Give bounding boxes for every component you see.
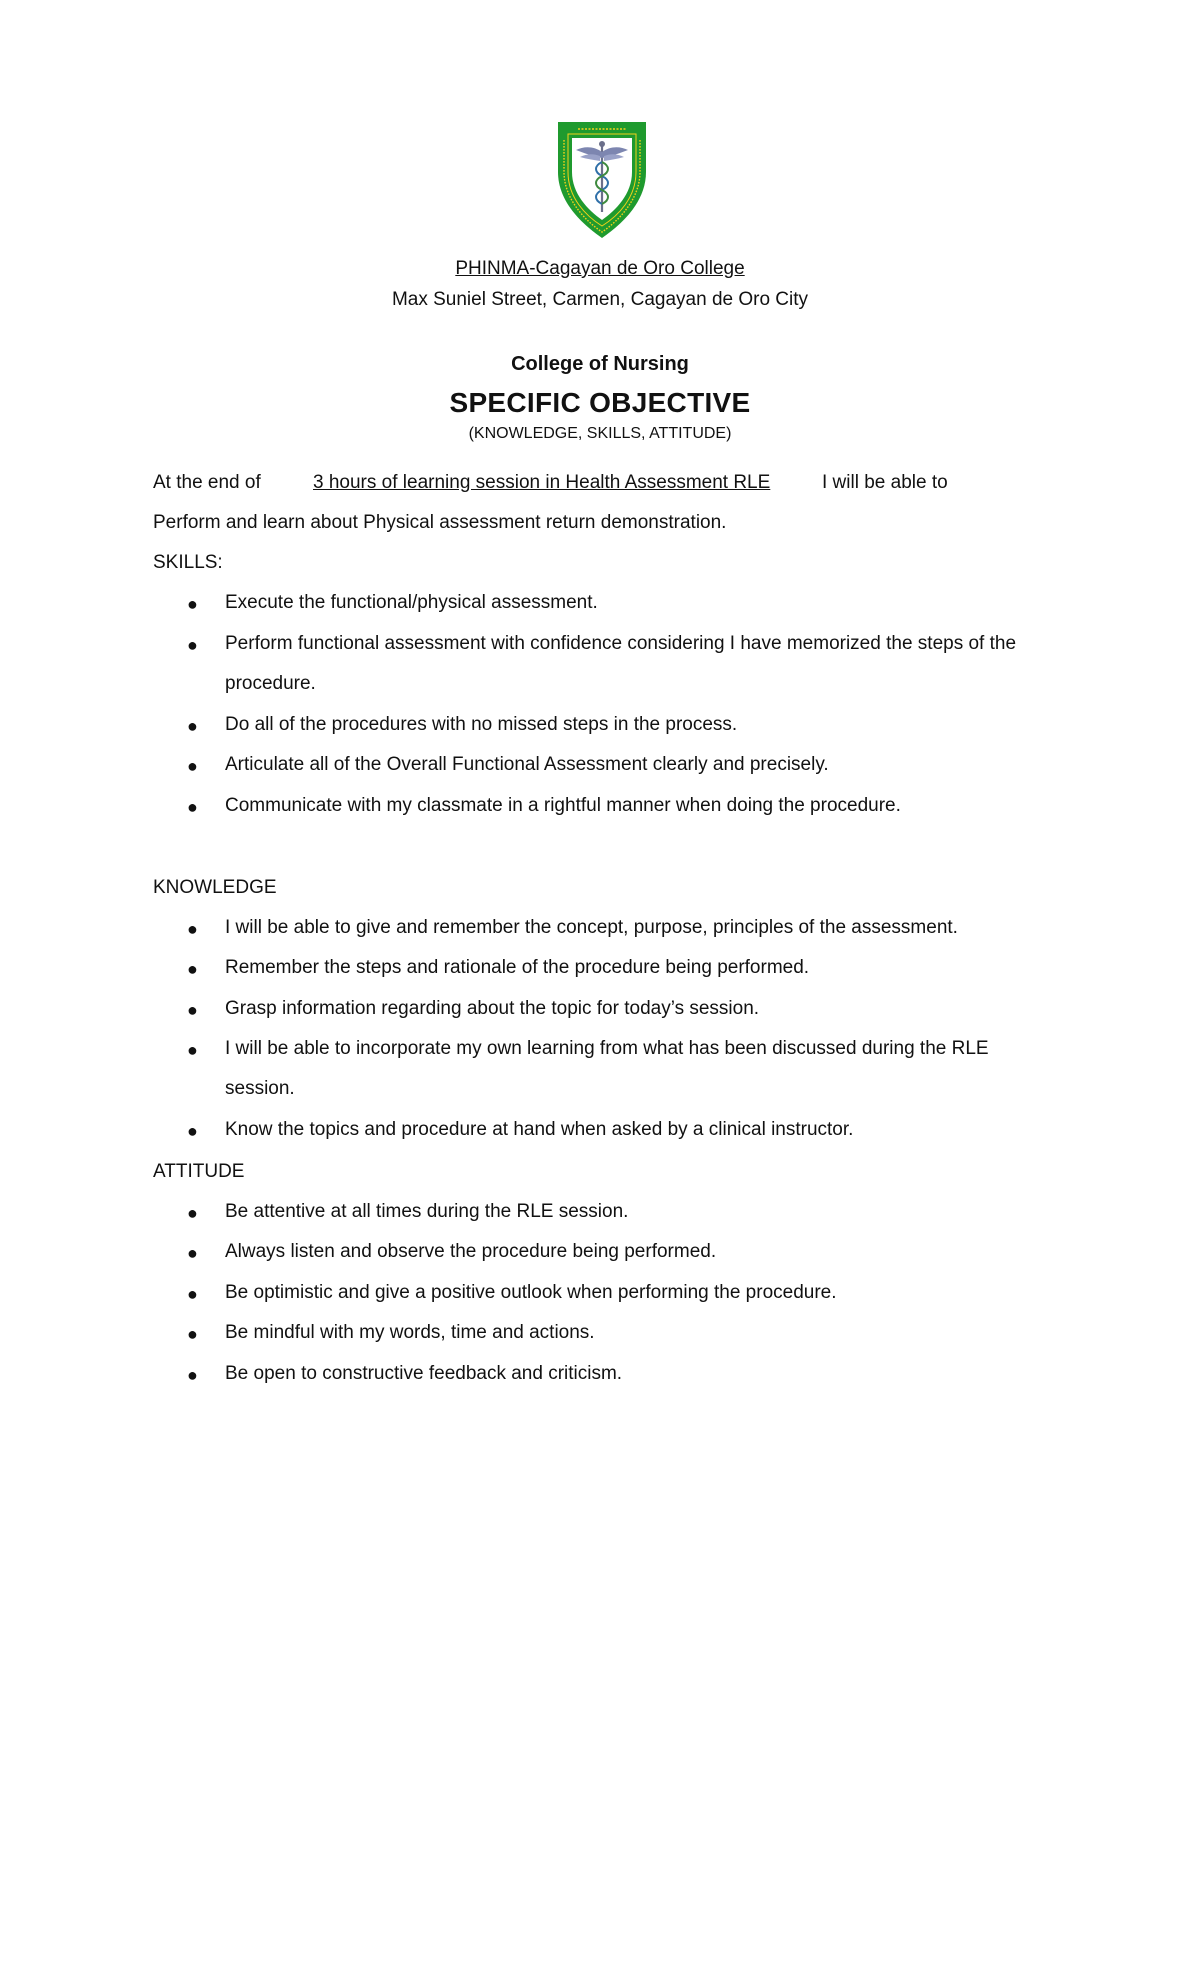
bullet-icon: ● bbox=[187, 635, 198, 655]
list-item-text: I will be able to incorporate my own learning from what has been discussed during the RLE session. bbox=[225, 1038, 989, 1099]
bullet-icon: ● bbox=[187, 797, 198, 817]
school-address: Max Suniel Street, Carmen, Cagayan de Oro City bbox=[391, 289, 809, 310]
intro-suffix: I will be able to bbox=[822, 472, 948, 493]
intro-session-name: 3 hours of learning session in Health Assessment RLE bbox=[313, 472, 771, 493]
list-item-text: Be attentive at all times during the RLE session. bbox=[225, 1201, 629, 1222]
bullet-icon: ● bbox=[187, 1324, 198, 1344]
bullet-icon: ● bbox=[187, 716, 198, 736]
intro-prefix: At the end of bbox=[153, 472, 261, 493]
shield-emblem-icon bbox=[556, 120, 648, 240]
skills-heading: SKILLS: bbox=[153, 552, 223, 573]
list-item-text: Communicate with my classmate in a rightful manner when doing the procedure. bbox=[225, 795, 901, 816]
list-item-text: Execute the functional/physical assessment. bbox=[225, 592, 598, 613]
list-item-text: Be optimistic and give a positive outlook when performing the procedure. bbox=[225, 1282, 837, 1303]
list-item-text: Grasp information regarding about the topic for today’s session. bbox=[225, 998, 760, 1019]
list-item-text: Articulate all of the Overall Functional Assessment clearly and precisely. bbox=[225, 754, 829, 775]
list-item-text: Know the topics and procedure at hand when asked by a clinical instructor. bbox=[225, 1119, 854, 1140]
college-seal-logo bbox=[556, 120, 648, 240]
bullet-icon: ● bbox=[187, 756, 198, 776]
bullet-icon: ● bbox=[187, 1040, 198, 1060]
intro-continuation: Perform and learn about Physical assessment return demonstration. bbox=[153, 512, 727, 533]
bullet-icon: ● bbox=[187, 1243, 198, 1263]
bullet-icon: ● bbox=[187, 1365, 198, 1385]
attitude-heading: ATTITUDE bbox=[153, 1161, 245, 1182]
bullet-icon: ● bbox=[187, 1000, 198, 1020]
list-item-text: Always listen and observe the procedure being performed. bbox=[225, 1241, 717, 1262]
bullet-icon: ● bbox=[187, 1284, 198, 1304]
list-item-text: I will be able to give and remember the concept, purpose, principles of the assessment. bbox=[225, 917, 958, 938]
page-subtitle: (KNOWLEDGE, SKILLS, ATTITUDE) bbox=[468, 425, 732, 442]
list-item-text: Perform functional assessment with confidence considering I have memorized the steps of the procedure. bbox=[225, 633, 1017, 694]
college-name: College of Nursing bbox=[511, 353, 689, 375]
page-title: SPECIFIC OBJECTIVE bbox=[449, 387, 751, 418]
bullet-icon: ● bbox=[187, 594, 198, 614]
list-item-text: Be mindful with my words, time and actions. bbox=[225, 1322, 595, 1343]
bullet-icon: ● bbox=[187, 1203, 198, 1223]
bullet-icon: ● bbox=[187, 1121, 198, 1141]
bullet-icon: ● bbox=[187, 959, 198, 979]
list-item-text: Be open to constructive feedback and criticism. bbox=[225, 1363, 623, 1384]
bullet-icon: ● bbox=[187, 919, 198, 939]
school-name: PHINMA-Cagayan de Oro College bbox=[455, 258, 745, 279]
knowledge-heading: KNOWLEDGE bbox=[153, 877, 277, 898]
list-item-text: Remember the steps and rationale of the procedure being performed. bbox=[225, 957, 810, 978]
list-item-text: Do all of the procedures with no missed steps in the process. bbox=[225, 714, 738, 735]
